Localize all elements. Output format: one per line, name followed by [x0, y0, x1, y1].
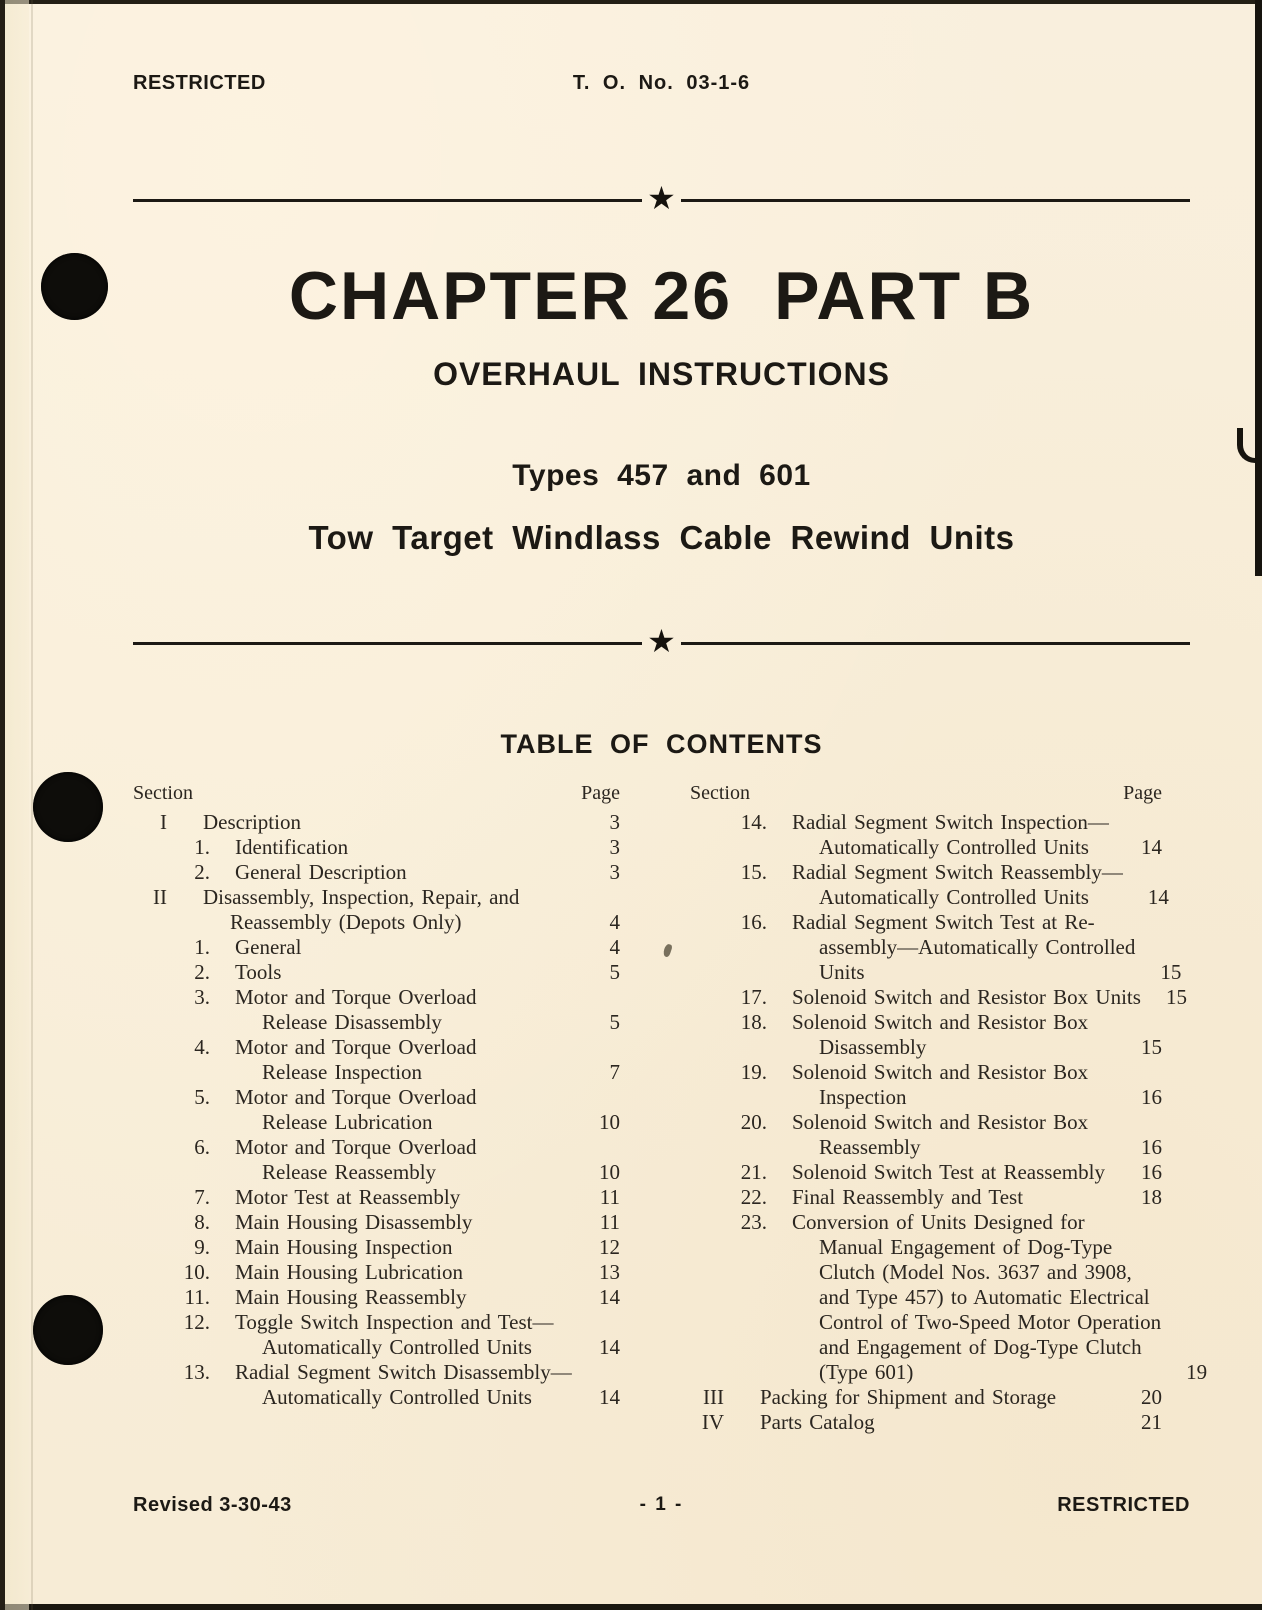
toc-entry-line: Radial Segment Switch Disassembly—: [235, 1360, 572, 1384]
page-footer: [133, 1494, 1190, 1517]
toc-entry-title: [780, 1110, 1116, 1160]
toc-entry-line: Conversion of Units Designed for: [792, 1210, 1085, 1234]
toc-entry-number: 16.: [740, 910, 767, 934]
toc-entry-number: 14.: [740, 810, 767, 834]
toc-entry-page: 10: [599, 1160, 620, 1184]
toc-entry-title: [223, 1185, 574, 1210]
toc-entry-title: [780, 1010, 1116, 1060]
toc-column: [690, 780, 1208, 1435]
toc-entry-line: Solenoid Switch and Resistor Box: [792, 1110, 1089, 1134]
toc-entry-line: General Description: [235, 860, 407, 884]
toc-entry: [690, 1410, 1162, 1435]
toc-entry-line: Motor and Torque Overload: [235, 985, 477, 1009]
toc-entry-page: 20: [1141, 1385, 1162, 1409]
toc-entry-page: 5: [609, 960, 620, 984]
toc: [133, 780, 1208, 1435]
toc-entry-line: assembly—Automatically Controlled: [819, 935, 1136, 959]
toc-entry: [133, 1235, 620, 1260]
toc-entry-title: [223, 1260, 574, 1285]
toc-entry-line: Radial Segment Switch Reassembly—: [792, 860, 1123, 884]
page-header-label: Page: [581, 782, 620, 804]
toc-entry-line: Automatically Controlled Units: [819, 885, 1089, 909]
toc-entry-line: Automatically Controlled Units: [819, 835, 1089, 859]
toc-entry: [133, 860, 620, 885]
toc-entry-number: III: [703, 1385, 724, 1409]
toc-entry-line: Reassembly: [819, 1135, 921, 1159]
toc-entry-number: 18.: [740, 1010, 767, 1034]
section-header-label: Section: [690, 782, 750, 804]
toc-entry-number: 15.: [740, 860, 767, 884]
toc-entry-line: (Type 601): [819, 1360, 914, 1384]
toc-entry-line: Main Housing Disassembly: [235, 1210, 473, 1234]
star-divider-bottom: [133, 623, 1190, 660]
toc-entry-number: IV: [701, 1410, 724, 1434]
equipment-name: Tow Target Windlass Cable Rewind Units: [308, 519, 1015, 556]
toc-entry-line: Units: [819, 960, 865, 984]
toc-entry: [690, 1185, 1162, 1210]
toc-entry: [690, 985, 1187, 1010]
toc-entry-line: Inspection: [819, 1085, 907, 1109]
security-classification-bottom: RESTRICTED: [1057, 1494, 1190, 1516]
toc-column-header: [690, 780, 1162, 806]
toc-entry-title: [223, 935, 574, 960]
toc-entry-page: 14: [1147, 885, 1169, 909]
toc-entry-title: [223, 860, 574, 885]
toc-entry-line: Solenoid Switch and Resistor Box: [792, 1060, 1089, 1084]
toc-entry-line: Release Inspection: [262, 1060, 423, 1084]
toc-entry-line: Main Housing Inspection: [235, 1235, 453, 1259]
toc-entry-number: I: [160, 810, 167, 834]
toc-entry: [133, 1210, 620, 1235]
toc-entry-page: 4: [609, 910, 620, 934]
toc-entry-line: General: [235, 935, 302, 959]
toc-entry: [133, 1310, 620, 1360]
toc-entry: [133, 835, 620, 860]
toc-entry-number: 1.: [194, 935, 210, 959]
toc-entry: [690, 1385, 1162, 1410]
toc-entry-title: [223, 1210, 574, 1235]
part-label: PART B: [774, 258, 1035, 334]
toc-entry-line: Control of Two-Speed Motor Operation: [819, 1310, 1162, 1334]
toc-entry: [133, 960, 620, 985]
toc-entry-line: Radial Segment Switch Inspection—: [792, 810, 1109, 834]
toc-entry-page: 14: [599, 1385, 620, 1409]
toc-entry-line: Final Reassembly and Test: [792, 1185, 1024, 1209]
toc-entry-number: 2.: [194, 960, 210, 984]
toc-entry-line: Description: [203, 810, 301, 834]
toc-entry-number: II: [153, 885, 167, 909]
toc-entry-line: Motor and Torque Overload: [235, 1135, 477, 1159]
page-number: - 1 -: [639, 1494, 684, 1515]
toc-entry-title: [167, 810, 574, 835]
toc-entry-title: [223, 1085, 574, 1135]
toc-entry-page: 7: [609, 1060, 620, 1084]
toc-entry-page: 14: [1141, 835, 1162, 859]
toc-entry-title: [223, 1285, 574, 1310]
toc-entry-line: Solenoid Switch and Resistor Box Units: [792, 985, 1141, 1009]
toc-entry-line: Motor Test at Reassembly: [235, 1185, 461, 1209]
toc-entry: [690, 1110, 1162, 1160]
toc-entry-line: Release Lubrication: [262, 1110, 433, 1134]
toc-entry-line: Manual Engagement of Dog-Type: [819, 1235, 1113, 1259]
toc-entry-title: [724, 1410, 1116, 1435]
technical-order-number: T. O. No. 03-1-6: [572, 72, 751, 94]
toc-entry-title: [780, 985, 1141, 1010]
toc-entry-number: 8.: [194, 1210, 210, 1234]
toc-entry-line: Release Reassembly: [262, 1160, 437, 1184]
toc-entry-line: and Engagement of Dog-Type Clutch: [819, 1335, 1142, 1359]
toc-entry-line: Solenoid Switch Test at Reassembly: [792, 1160, 1105, 1184]
toc-entry: [690, 1060, 1162, 1110]
toc-entry: [133, 935, 620, 960]
toc-entry-page: 3: [609, 810, 620, 834]
toc-entry: [133, 1135, 620, 1185]
toc-entry-page: 13: [599, 1260, 620, 1284]
toc-entry-line: Disassembly: [819, 1035, 927, 1059]
toc-entry-number: 5.: [194, 1085, 210, 1109]
divider-line: [133, 199, 642, 202]
toc-entry-line: Clutch (Model Nos. 3637 and 3908,: [819, 1260, 1132, 1284]
star-icon: ★: [647, 180, 676, 216]
toc-entry: [690, 1160, 1162, 1185]
page-edge-strip: [5, 0, 29, 1610]
revision-date: Revised 3-30-43: [133, 1494, 292, 1516]
toc-entry-number: 21.: [740, 1160, 767, 1184]
toc-entry: [690, 1210, 1208, 1385]
toc-entry-number: 6.: [194, 1135, 210, 1159]
toc-entry-title: [780, 810, 1116, 860]
toc-entry-page: 14: [599, 1285, 620, 1309]
toc-entry-number: 9.: [194, 1235, 210, 1259]
toc-entry-line: Radial Segment Switch Test at Re-: [792, 910, 1095, 934]
toc-entry-number: 1.: [194, 835, 210, 859]
section-header-label: Section: [133, 782, 193, 804]
toc-entry-line: Toggle Switch Inspection and Test—: [235, 1310, 554, 1334]
toc-entry-line: Automatically Controlled Units: [262, 1335, 532, 1359]
toc-entry-title: [780, 1210, 1161, 1385]
toc-entry-title: [223, 835, 574, 860]
scan-edge-bottom: [0, 1604, 1262, 1610]
chapter-number: CHAPTER 26: [288, 258, 733, 334]
toc-entry-line: Motor and Torque Overload: [235, 1035, 477, 1059]
divider-line: [681, 199, 1190, 202]
chapter-heading: [133, 258, 1190, 334]
toc-entry-title: [780, 1160, 1116, 1185]
toc-entry-title: [223, 1310, 574, 1360]
toc-entry-number: 2.: [194, 860, 210, 884]
toc-entry-line: Main Housing Reassembly: [235, 1285, 467, 1309]
toc-entry-page: 10: [599, 1110, 620, 1134]
toc-entry: [133, 1285, 620, 1310]
toc-entry-line: Release Disassembly: [262, 1010, 442, 1034]
toc-entry-number: 3.: [194, 985, 210, 1009]
toc-entry-page: 4: [609, 935, 620, 959]
toc-entry-line: Parts Catalog: [760, 1410, 875, 1434]
toc-entry-title: [780, 910, 1135, 985]
toc-entry: [133, 1260, 620, 1285]
toc-entry-page: 16: [1141, 1085, 1162, 1109]
toc-entry-line: Reassembly (Depots Only): [230, 910, 462, 934]
toc-entry-number: 4.: [194, 1035, 210, 1059]
toc-entry-page: 15: [1165, 985, 1187, 1009]
toc-title: TABLE OF CONTENTS: [500, 729, 823, 759]
toc-entry-page: 11: [599, 1185, 620, 1209]
binder-hole: [41, 253, 108, 320]
toc-entry: [690, 860, 1169, 910]
star-icon: ★: [647, 623, 676, 659]
toc-entry-line: Main Housing Lubrication: [235, 1260, 463, 1284]
divider-line: [133, 642, 642, 645]
toc-entry-number: 11.: [184, 1285, 210, 1309]
divider-line: [681, 642, 1190, 645]
toc-entry-line: Solenoid Switch and Resistor Box: [792, 1010, 1089, 1034]
toc-entry-page: 11: [599, 1210, 620, 1234]
toc-entry-number: 10.: [183, 1260, 210, 1284]
toc-entry: [133, 885, 620, 935]
toc-entry-title: [223, 960, 574, 985]
toc-entry-page: 19: [1186, 1360, 1208, 1384]
toc-entry: [133, 1185, 620, 1210]
toc-entry-number: 19.: [740, 1060, 767, 1084]
toc-column: [133, 780, 620, 1435]
toc-entry-title: [724, 1385, 1116, 1410]
toc-entry-line: Tools: [235, 960, 282, 984]
toc-entry-page: 5: [609, 1010, 620, 1034]
toc-entry-page: 3: [609, 835, 620, 859]
scan-tear-mark: [1237, 428, 1258, 463]
toc-entry: [133, 1360, 620, 1410]
document-subtitle: OVERHAUL INSTRUCTIONS: [433, 356, 890, 392]
toc-entry: [690, 810, 1162, 860]
toc-entry-line: Disassembly, Inspection, Repair, and: [203, 885, 520, 909]
toc-entry: [690, 910, 1182, 985]
toc-entry-page: 18: [1141, 1185, 1162, 1209]
binder-hole: [33, 1295, 103, 1365]
toc-entry-page: 3: [609, 860, 620, 884]
security-classification-top: RESTRICTED: [133, 72, 266, 94]
scan-edge-right: [1255, 0, 1262, 576]
toc-entry-title: [223, 1235, 574, 1260]
toc-entry-title: [223, 1360, 574, 1410]
toc-entry: [133, 810, 620, 835]
toc-column-header: [133, 780, 620, 806]
toc-entry-line: and Type 457) to Automatic Electrical: [819, 1285, 1150, 1309]
toc-entry-line: Identification: [235, 835, 349, 859]
toc-entry-title: [780, 860, 1123, 910]
toc-entry-page: 14: [599, 1335, 620, 1359]
toc-entry-number: 17.: [740, 985, 767, 1009]
binder-hole: [33, 772, 103, 842]
toc-entry: [133, 1085, 620, 1135]
toc-entry-page: 21: [1141, 1410, 1162, 1434]
page-header: [133, 72, 1190, 95]
page-header-label: Page: [1123, 782, 1162, 804]
toc-entry-line: Automatically Controlled Units: [262, 1385, 532, 1409]
scan-edge-top: [0, 0, 1262, 4]
toc-entry-line: Packing for Shipment and Storage: [760, 1385, 1057, 1409]
toc-entry-page: 12: [599, 1235, 620, 1259]
toc-entry-title: [780, 1060, 1116, 1110]
toc-entry-number: 23.: [740, 1210, 767, 1234]
toc-entry-number: 13.: [183, 1360, 210, 1384]
toc-entry-title: [223, 1035, 574, 1085]
star-divider-top: [133, 180, 1190, 217]
toc-entry-line: Motor and Torque Overload: [235, 1085, 477, 1109]
toc-entry: [133, 985, 620, 1035]
toc-entry-title: [223, 985, 574, 1035]
toc-entry-title: [780, 1185, 1116, 1210]
toc-entry-number: 22.: [740, 1185, 767, 1209]
toc-entry: [133, 1035, 620, 1085]
toc-entry-number: 7.: [194, 1185, 210, 1209]
toc-entry-number: 20.: [740, 1110, 767, 1134]
toc-entry-page: 15: [1141, 1035, 1162, 1059]
toc-entry-title: [223, 1135, 574, 1185]
toc-entry-page: 16: [1141, 1135, 1162, 1159]
equipment-types: Types 457 and 601: [512, 459, 811, 492]
toc-entry-page: 15: [1160, 960, 1182, 984]
toc-entry-number: 12.: [183, 1310, 210, 1334]
toc-entry-page: 16: [1141, 1160, 1162, 1184]
toc-entry: [690, 1010, 1162, 1060]
toc-entry-title: [167, 885, 574, 935]
